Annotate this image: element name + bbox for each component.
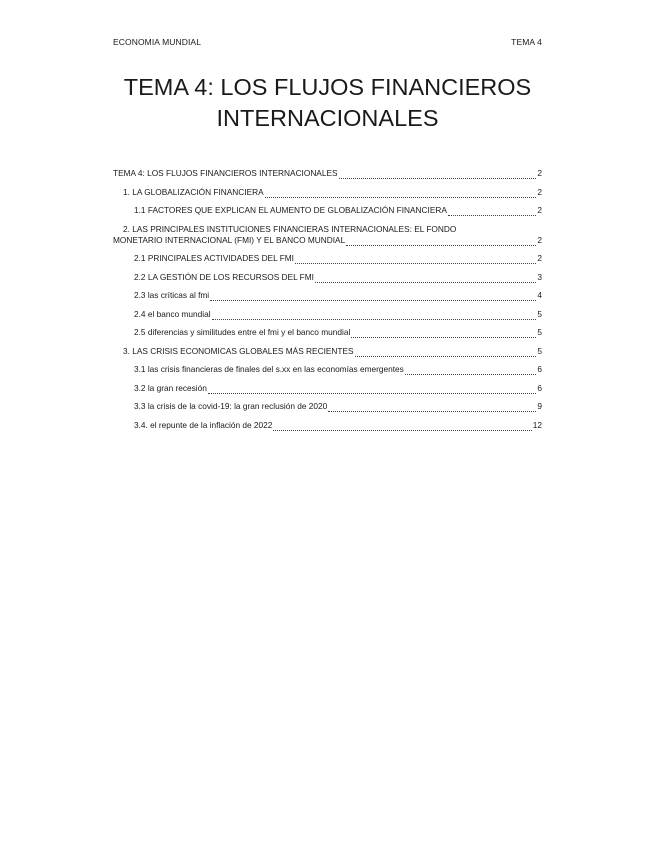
toc-page-number: 6 [537, 364, 542, 374]
toc-entry-text-line-2: MONETARIO INTERNACIONAL (FMI) Y EL BANCO MUNDIAL [113, 234, 346, 245]
toc-entry-text: 1. LA GLOBALIZACIÓN FINANCIERA [123, 186, 264, 197]
toc-entry[interactable] [113, 364, 542, 375]
toc-page-number: 2 [537, 253, 542, 263]
toc-leader [355, 348, 537, 357]
toc-page-number: 6 [537, 382, 542, 393]
page-title [0, 72, 655, 134]
toc-page-number: 12 [532, 419, 542, 430]
toc-entry-text: 2.3 las críticas al fmi [134, 290, 210, 300]
toc-entry[interactable] [113, 309, 542, 320]
toc-leader [339, 170, 537, 179]
toc-entry-text: 3.2 la gran recesión [134, 382, 207, 393]
toc-leader [448, 207, 536, 216]
toc-page-number: 5 [537, 308, 542, 319]
toc-entry-text: 3.1 las crisis financieras de finales del s.xx en las economías emergentes [134, 364, 404, 374]
toc-leader [295, 255, 536, 264]
toc-leader [346, 237, 536, 246]
toc-leader [328, 403, 536, 412]
toc-page-number: 5 [537, 327, 542, 337]
table-of-contents [113, 168, 542, 438]
toc-entry-text: TEMA 4: LOS FLUJOS FINANCIEROS INTERNACIONALES [113, 168, 338, 178]
toc-leader [212, 311, 537, 320]
toc-entry-text: 2.4 el banco mundial [134, 308, 211, 319]
toc-entry[interactable] [113, 187, 542, 198]
toc-entry-text: 3.4. el repunte de la inflación de 2022 [134, 419, 273, 430]
toc-entry[interactable] [113, 420, 542, 431]
toc-entry[interactable] [113, 401, 542, 412]
toc-entry-text: 3. LAS CRISIS ECONOMICAS GLOBALES MÁS RECIENTES [123, 345, 354, 356]
toc-leader [315, 274, 536, 283]
toc-page-number: 9 [537, 401, 542, 411]
toc-leader [208, 385, 537, 394]
toc-leader [405, 366, 537, 375]
toc-entry-text: 1.1 FACTORES QUE EXPLICAN EL AUMENTO DE GLOBALIZACIÓN FINANCIERA [134, 205, 447, 215]
toc-page-number: 5 [537, 345, 542, 356]
toc-entry[interactable] [113, 253, 542, 264]
header-left: ECONOMIA MUNDIAL [113, 37, 202, 47]
toc-page-number: 4 [537, 290, 542, 300]
toc-entry[interactable] [113, 383, 542, 394]
toc-entry[interactable] [113, 272, 542, 283]
toc-page-number: 2 [537, 234, 542, 245]
toc-entry[interactable] [113, 327, 542, 338]
toc-leader [265, 189, 537, 198]
toc-entry[interactable] [113, 205, 542, 216]
toc-entry[interactable] [113, 168, 542, 179]
toc-entry-text: 3.3 la crisis de la covid-19: la gran reclusión de 2020 [134, 401, 328, 411]
toc-entry[interactable] [113, 290, 542, 301]
toc-entry-text-line-1: 2. LAS PRINCIPALES INSTITUCIONES FINANCIERAS INTERNACIONALES: EL FONDO [123, 223, 457, 234]
toc-entry-text: 2.2 LA GESTIÓN DE LOS RECURSOS DEL FMI [134, 271, 314, 282]
toc-page-number: 2 [537, 205, 542, 215]
toc-page-number: 2 [537, 168, 542, 178]
toc-page-number: 2 [537, 186, 542, 197]
toc-leader [273, 422, 531, 431]
toc-page-number: 3 [537, 271, 542, 282]
page-header [113, 37, 542, 47]
toc-entry[interactable] [113, 224, 542, 246]
toc-leader [210, 292, 536, 301]
header-right: TEMA 4 [511, 37, 542, 47]
title-line-2: INTERNACIONALES [216, 105, 439, 131]
title-line-1: TEMA 4: LOS FLUJOS FINANCIEROS [123, 74, 532, 100]
toc-entry-text: 2.1 PRINCIPALES ACTIVIDADES DEL FMI [134, 253, 294, 263]
toc-entry-text: 2.5 diferencias y similitudes entre el fmi y el banco mundial [134, 327, 351, 337]
toc-leader [351, 329, 536, 338]
toc-entry[interactable] [113, 346, 542, 357]
